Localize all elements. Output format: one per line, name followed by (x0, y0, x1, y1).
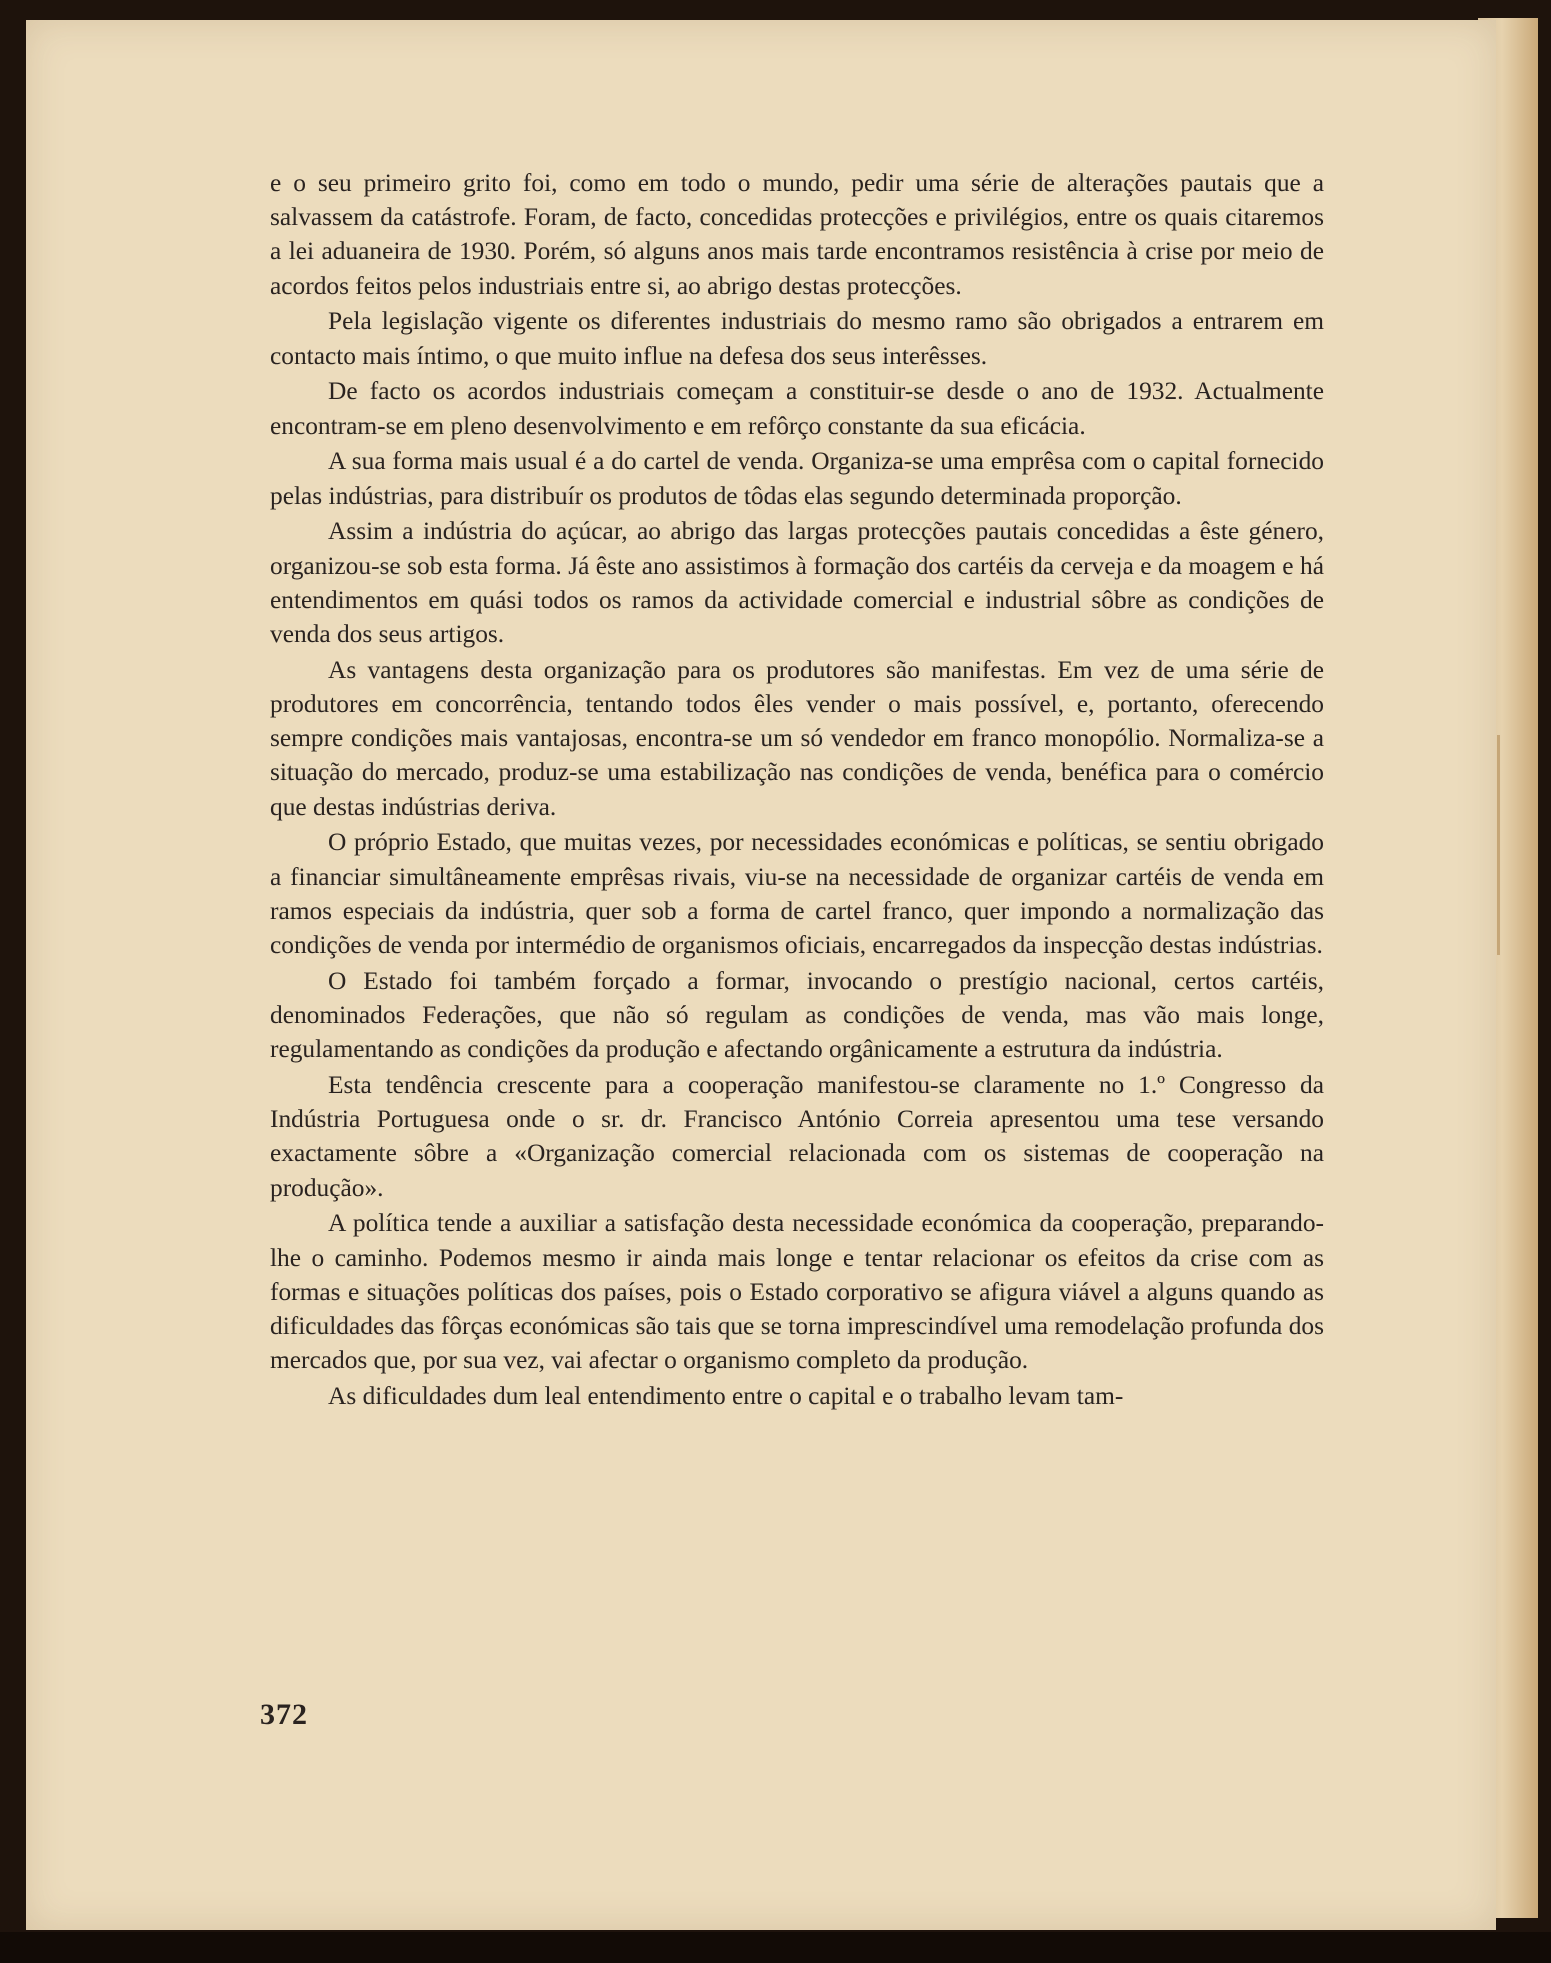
paragraph-2: Pela legislação vigente os diferentes industriais do mesmo ramo são obrigados a entrarem em contacto mais íntimo, o que muito influe na defesa dos seus interêsses. (270, 307, 1324, 370)
paragraph-5: Assim a indústria do açúcar, ao abrigo das largas protecções pautais concedidas a êste género, organizou-se sob esta forma. Já êste ano assistimos à formação dos cartéis da cerveja e da moagem e há entendimentos em quási todos os ramos da actividade comercial e industrial sôbre as condições de venda dos seus artigos. (270, 517, 1324, 649)
paragraph-3: De facto os acordos industriais começam a constituir-se desde o ano de 1932. Actualmente encontram-se em pleno desenvolvimento e em refôrço constante da sua eficácia. (270, 377, 1324, 440)
paragraph-1: e o seu primeiro grito foi, como em todo o mundo, pedir uma série de alterações pautais que a salvassem da catástrofe. Foram, de facto, concedidas protecções e privilégios, entre os quais citaremos a lei aduaneira de 1930. Porém, só alguns anos mais tarde encontramos resistência à crise por meio de acordos feitos pelos industriais entre si, ao abrigo destas protecções. (270, 169, 1324, 300)
binding-mark (1497, 735, 1500, 955)
paragraph-6: As vantagens desta organização para os produtores são manifestas. Em vez de uma série de produtores em concorrência, tentando todos êles vender o mais possível, e, portanto, oferecendo sempre condições mais vantajosas, encontra-se um só vendedor em franco monopólio. Normaliza-se a situação do mercado, produz-se uma estabilização nas condições de venda, benéfica para o comércio que destas indústrias deriva. (270, 655, 1324, 821)
paragraph-10: A política tende a auxiliar a satisfação desta necessidade económica da cooperação, preparando-lhe o caminho. Podemos mesmo ir ainda mais longe e tentar relacionar os efeitos da crise com as formas e situações políticas dos países, pois o Estado corporativo se afigura viável a alguns quando as dificuldades das fôrças económicas são tais que se torna imprescindível uma remodelação profunda dos mercados que, por sua vez, vai afectar o organismo completo da produção. (270, 1209, 1324, 1375)
body-text (270, 166, 1324, 1415)
page-number: 372 (260, 1698, 308, 1731)
paragraph-7: O próprio Estado, que muitas vezes, por necessidades económicas e políticas, se sentiu obrigado a financiar simultâneamente emprêsas rivais, viu-se na necessidade de organizar cartéis de venda em ramos especiais da indústria, quer sob a forma de cartel franco, quer impondo a normalização das condições de venda por intermédio de organismos oficiais, encarregados da inspecção destas indústrias. (270, 828, 1324, 960)
paragraph-9: Esta tendência crescente para a cooperação manifestou-se claramente no 1.º Congresso da Indústria Portuguesa onde o sr. dr. Francisco António Correia apresentou uma tese versando exactamente sôbre a «Organização comercial relacionada com os sistemas de cooperação na produção». (270, 1071, 1324, 1202)
paragraph-4: A sua forma mais usual é a do cartel de venda. Organiza-se uma emprêsa com o capital fornecido pelas indústrias, para distribuír os produtos de tôdas elas segundo determinada proporção. (270, 447, 1324, 510)
scan-bottom-border (0, 1932, 1551, 1963)
paragraph-8: O Estado foi também forçado a formar, invocando o prestígio nacional, certos cartéis, denominados Federações, que não só regulam as condições de venda, mas vão mais longe, regulamentando as condições da produção e afectando orgânicamente a estrutura da indústria. (270, 966, 1324, 1064)
paragraph-11: As dificuldades dum leal entendimento entre o capital e o trabalho levam tam- (328, 1382, 1124, 1411)
